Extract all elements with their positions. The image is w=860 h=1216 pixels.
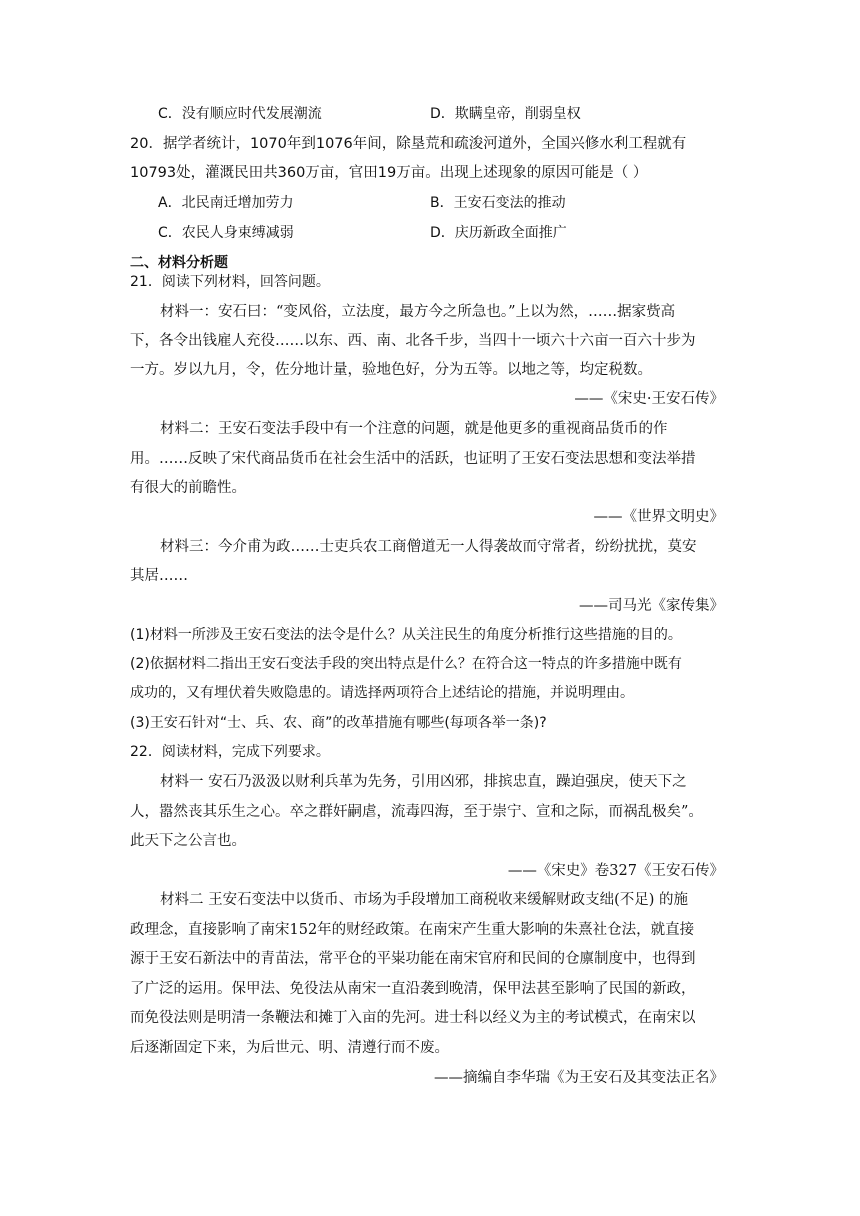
q21-material2-line: 有很大的前瞻性。 (130, 480, 246, 496)
q22-material1-source: ——《宋史》卷327《王安石传》 (507, 863, 724, 879)
q22-material2-line: 材料二 王安石变法中以货币、市场为手段增加工商税收来缓解财政支绌(不足) 的施 (160, 892, 689, 908)
q21-material3-line: 材料三：今介甫为政……士吏兵农工商僧道无一人得袭故而守常者，纷纷扰扰，莫安 (160, 539, 697, 555)
q21-material1-source: ——《宋史·王安石传》 (574, 391, 724, 407)
q21-material2-line: 用。……反映了宋代商品货币在社会生活中的活跃，也证明了王安石变法思想和变法举措 (130, 451, 696, 467)
q20-option-a: A．北民南迁增加劳力 (158, 195, 294, 211)
q21-stem: 21．阅读下列材料，回答问题。 (130, 274, 330, 290)
q21-material2-line: 材料二：王安石变法手段中有一个注意的问题，就是他更多的重视商品货币的作 (160, 421, 668, 437)
q22-material1-line: 材料一 安石乃汲汲以财利兵革为先务，引用凶邪，排摈忠直，躁迫强戾，使天下之 (160, 774, 687, 790)
q20-stem-line1: 20．据学者统计，1070年到1076年间，除垦荒和疏浚河道外，全国兴修水利工程就有 (130, 136, 687, 152)
q21-subquestion-2: (2)依据材料二指出王安石变法手段的突出特点是什么？在符合这一特点的许多措施中既有 (130, 656, 682, 672)
q21-subquestion-2-cont: 成功的，又有埋伏着失败隐患的。请选择两项符合上述结论的措施，并说明理由。 (130, 685, 634, 701)
section-title: 二、材料分析题 (130, 255, 228, 271)
q22-material1-line: 此天下之公言也。 (130, 833, 246, 849)
q20-option-b: B．王安石变法的推动 (430, 195, 566, 211)
q22-material2-line: 后逐渐固定下来，为后世元、明、清遵行而不废。 (130, 1040, 449, 1056)
q21-material1-line: 一方。岁以九月，令，佐分地计量，验地色好，分为五等。以地之等，均定税数。 (130, 362, 652, 378)
q22-material1-line: 人，嚣然丧其乐生之心。卒之群奸嗣虐，流毒四海，至于崇宁、宣和之际，而祸乱极矣”。 (130, 804, 703, 820)
q21-subquestion-1: (1)材料一所涉及王安石变法的法令是什么？从关注民生的角度分析推行这些措施的目的。 (130, 627, 682, 643)
q21-subquestion-3: (3)王安石针对“士、兵、农、商”的改革措施有哪些(每项各举一条)? (130, 715, 547, 731)
q22-material2-source: ——摘编自李华瑞《为王安石及其变法正名》 (434, 1070, 724, 1086)
q21-material1-line: 下，各令出钱雇人充役……以东、西、南、北各千步，当四十一顷六十六亩一百六十步为 (130, 333, 696, 349)
q21-material2-source: ——《世界文明史》 (593, 509, 724, 525)
q22-stem: 22．阅读材料，完成下列要求。 (130, 744, 330, 760)
q20-stem-line2: 10793处，灌溉民田共360万亩，官田19万亩。出现上述现象的原因可能是（ ） (130, 165, 648, 181)
q22-material2-line: 源于王安石新法中的青苗法，常平仓的平粜功能在南宋官府和民间的仓廪制度中，也得到 (130, 951, 696, 967)
q19-option-c: C．没有顺应时代发展潮流 (158, 106, 322, 122)
q21-material1-line: 材料一：安石曰：“变风俗，立法度，最方今之所急也。”上以为然，……据家赀高 (160, 304, 676, 320)
q20-option-c: C．农民人身束缚减弱 (158, 225, 294, 241)
q22-material2-line: 了广泛的运用。保甲法、免役法从南宋一直沿袭到晚清，保甲法甚至影响了民国的新政， (130, 981, 696, 997)
q21-material3-source: ——司马光《家传集》 (579, 598, 724, 614)
q19-option-d: D．欺瞒皇帝，削弱皇权 (430, 106, 581, 122)
q22-material2-line: 而免役法则是明清一条鞭法和摊丁入亩的先河。进士科以经义为主的考试模式，在南宋以 (130, 1010, 696, 1026)
q20-option-d: D．庆历新政全面推广 (430, 225, 567, 241)
q22-material2-line: 政理念，直接影响了南宋152年的财经政策。在南宋产生重大影响的朱熹社仓法，就直接 (130, 922, 695, 938)
q21-material3-line: 其居…… (130, 568, 188, 584)
